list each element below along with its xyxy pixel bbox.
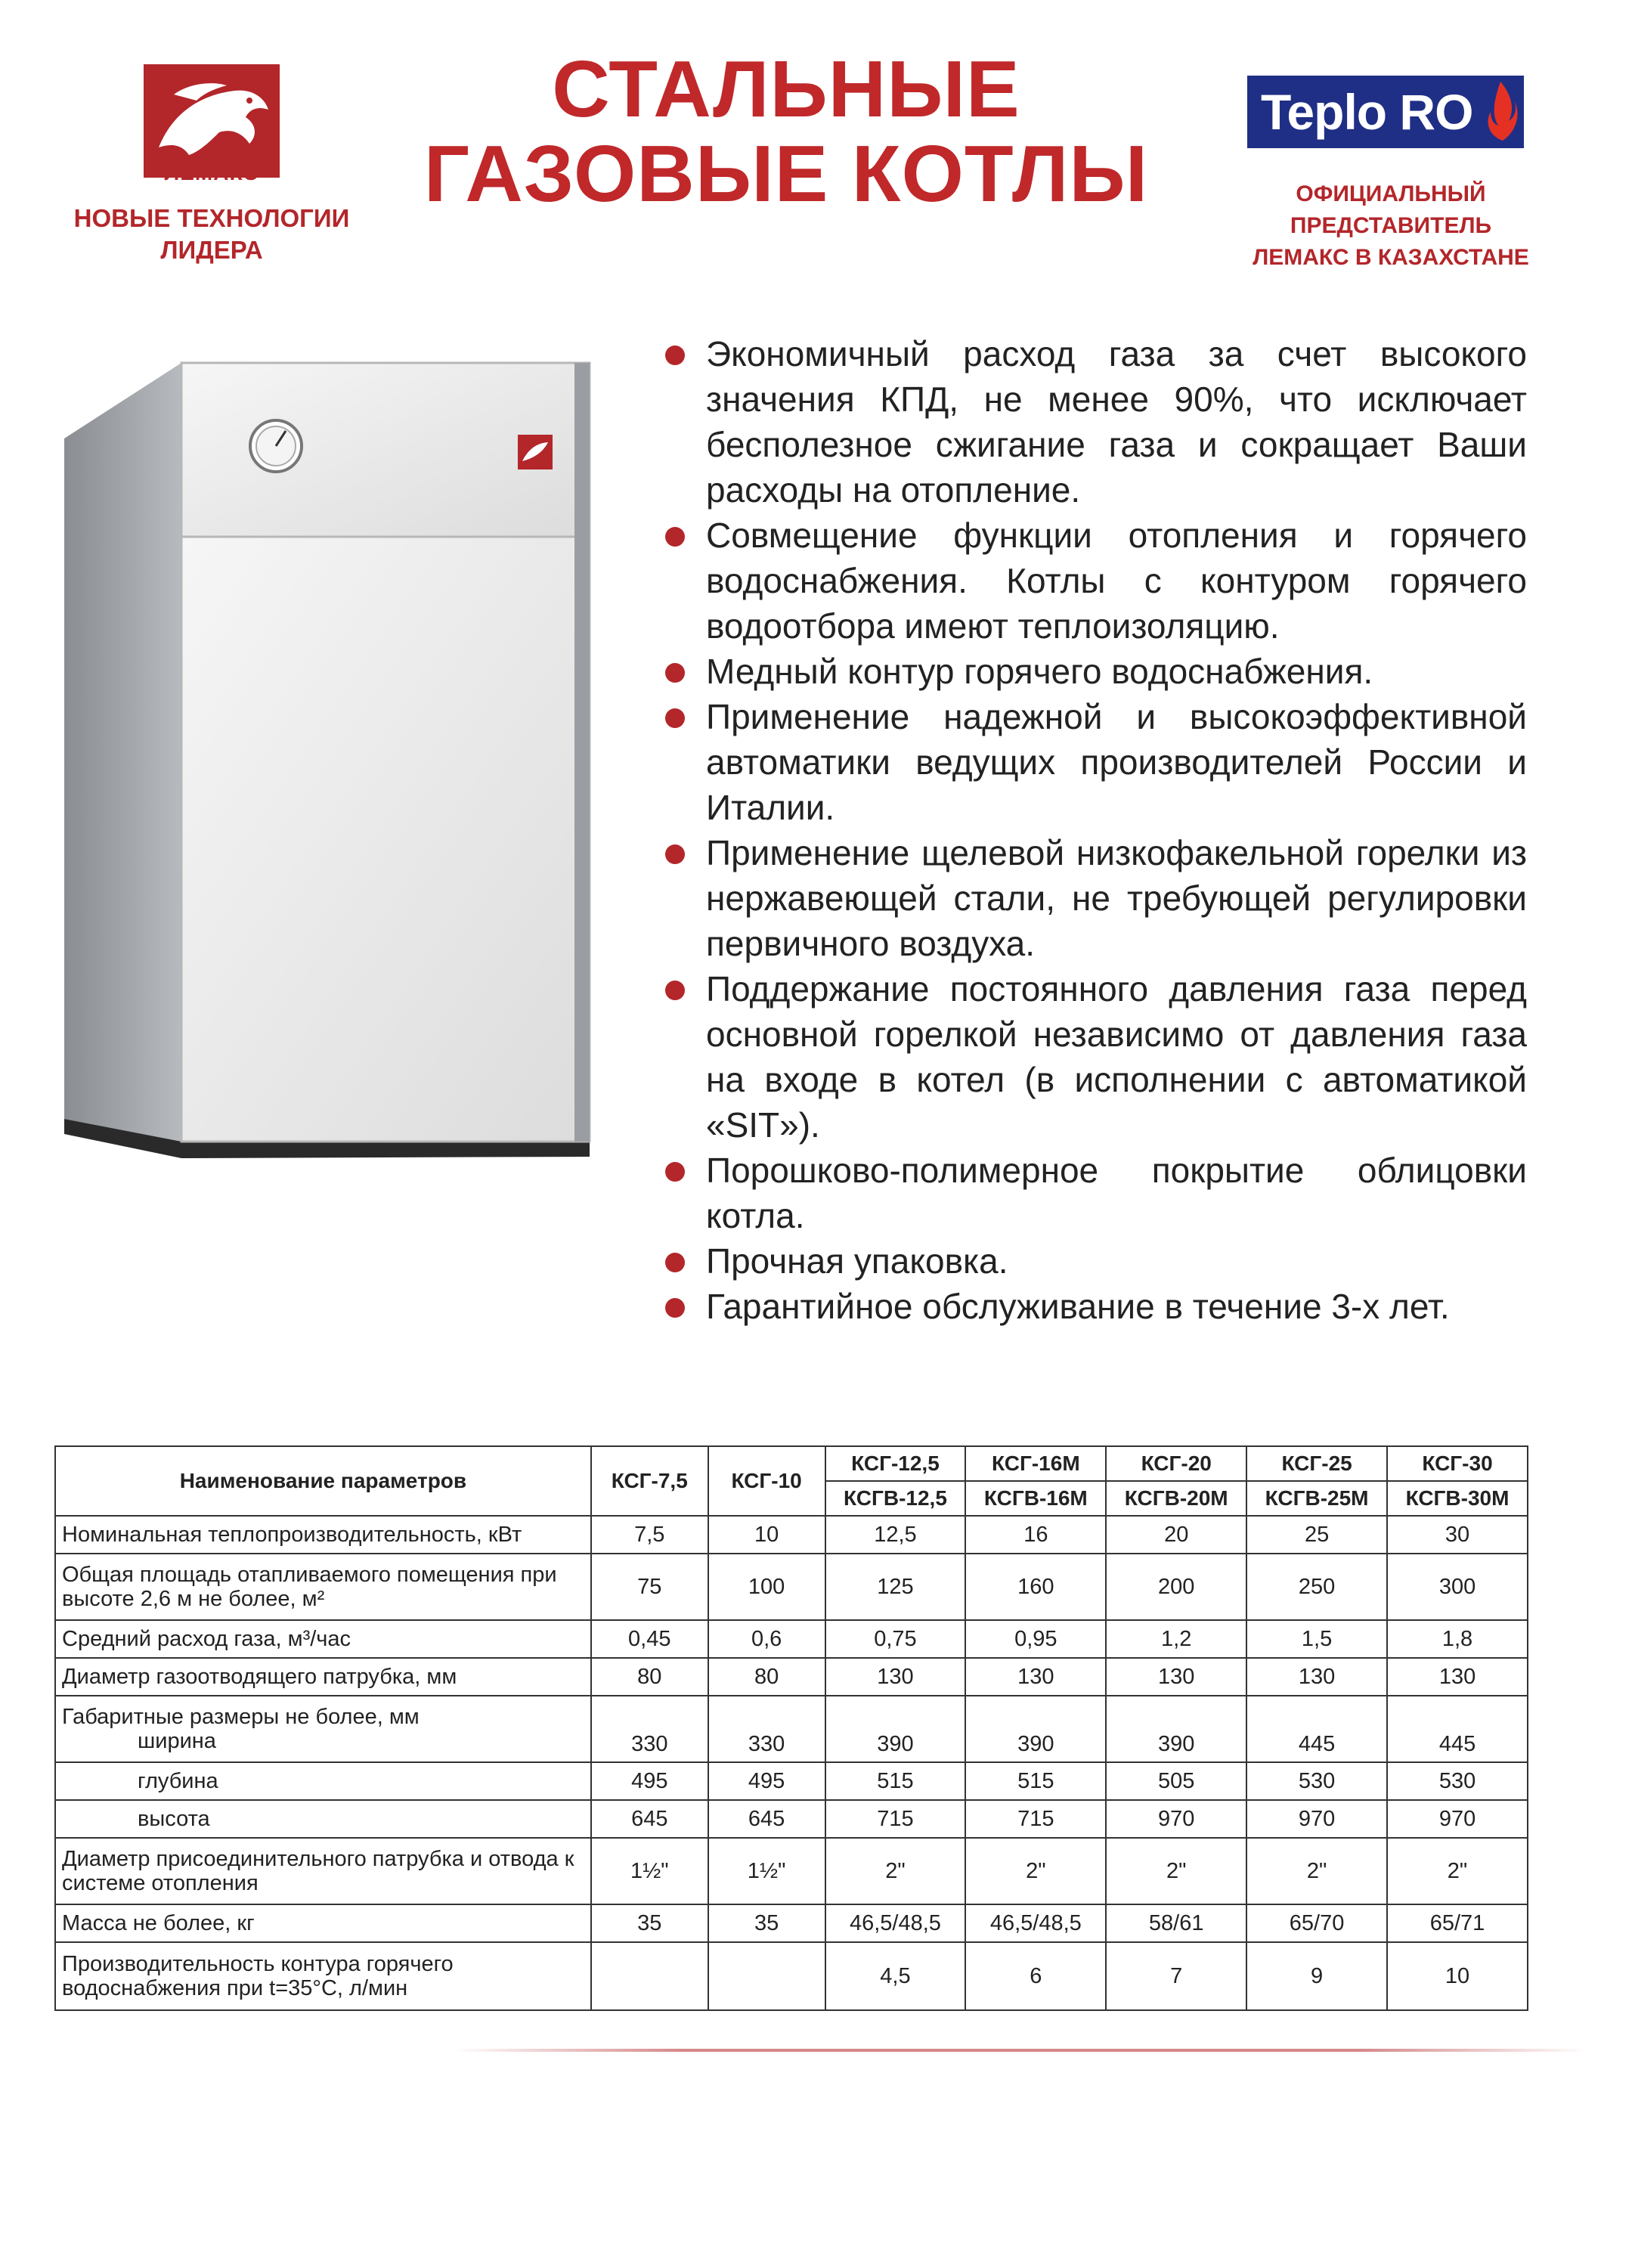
table-cell: 10 xyxy=(708,1516,825,1554)
table-cell: 645 xyxy=(708,1800,825,1838)
table-row xyxy=(55,1696,1528,1762)
model-header: КСГВ-12,5 xyxy=(825,1481,966,1516)
table-cell: 495 xyxy=(591,1762,708,1800)
table-cell: 495 xyxy=(708,1762,825,1800)
model-header: КСГВ-25М xyxy=(1246,1481,1387,1516)
boiler-image xyxy=(53,355,612,1187)
table-cell: 0,6 xyxy=(708,1620,825,1658)
official-representative-text xyxy=(1217,178,1565,274)
lemaks-brand-name: ЛЕМАКС xyxy=(164,161,259,184)
table-cell: 970 xyxy=(1387,1800,1528,1838)
table-cell: 46,5/48,5 xyxy=(965,1904,1106,1942)
bullet-icon xyxy=(665,708,685,728)
table-cell: 1,5 xyxy=(1246,1620,1387,1658)
param-label: Диаметр газоотводящего патрубка, мм xyxy=(55,1658,591,1696)
table-cell: 130 xyxy=(1106,1658,1246,1696)
param-label xyxy=(55,1762,591,1800)
features-list xyxy=(658,331,1527,1329)
table-cell: 390 xyxy=(1106,1696,1246,1762)
param-label: Диаметр присоединительного патрубка и отвода к системе отопления xyxy=(55,1838,591,1904)
param-label: Масса не более, кг xyxy=(55,1904,591,1942)
table-cell: 75 xyxy=(591,1554,708,1620)
table-cell: 1,2 xyxy=(1106,1620,1246,1658)
model-header: КСГ-12,5 xyxy=(825,1446,966,1481)
model-header: КСГ-7,5 xyxy=(591,1446,708,1516)
table-cell: 46,5/48,5 xyxy=(825,1904,966,1942)
table-cell: 300 xyxy=(1387,1554,1528,1620)
table-cell: 645 xyxy=(591,1800,708,1838)
model-header: КСГ-25 xyxy=(1246,1446,1387,1481)
table-cell: 0,75 xyxy=(825,1620,966,1658)
param-header: Наименование параметров xyxy=(55,1446,591,1516)
table-cell: 6 xyxy=(965,1942,1106,2010)
bullet-icon xyxy=(665,1162,685,1182)
table-cell: 35 xyxy=(591,1904,708,1942)
bullet-icon xyxy=(665,1298,685,1318)
list-item: Совмещение функции отопления и горячего водоснабжения. Котлы с контуром горячего водоотбора имеют теплоизоляцию. xyxy=(658,513,1527,649)
bullet-icon xyxy=(665,527,685,547)
table-cell: 58/61 xyxy=(1106,1904,1246,1942)
table-cell: 12,5 xyxy=(825,1516,966,1554)
table-cell: 1½" xyxy=(591,1838,708,1904)
table-cell: 7,5 xyxy=(591,1516,708,1554)
list-item: Применение надежной и высокоэффективной автоматики ведущих производителей России и Италии. xyxy=(658,694,1527,830)
dimensions-label: Габаритные размеры не более, мм xyxy=(62,1705,420,1729)
table-cell: 100 xyxy=(708,1554,825,1620)
list-item: Поддержание постоянного давления газа перед основной горелкой независимо от давления газа на входе в котел (в исполнении с автоматикой «SIT»). xyxy=(658,966,1527,1148)
list-item: Применение щелевой низкофакельной горелки из нержавеющей стали, не требующей регулировки первичного воздуха. xyxy=(658,830,1527,966)
width-label: ширина xyxy=(138,1729,216,1753)
table-row xyxy=(55,1620,1528,1658)
table-cell: 25 xyxy=(1246,1516,1387,1554)
param-label: Производительность контура горячего водоснабжения при t=35°С, л/мин xyxy=(55,1942,591,2010)
height-label: высота xyxy=(138,1807,210,1831)
table-cell: 30 xyxy=(1387,1516,1528,1554)
table-cell: 125 xyxy=(825,1554,966,1620)
table-cell: 390 xyxy=(825,1696,966,1762)
table-cell: 0,45 xyxy=(591,1620,708,1658)
model-header: КСГ-20 xyxy=(1106,1446,1246,1481)
table-cell: 330 xyxy=(708,1696,825,1762)
table-row xyxy=(55,1904,1528,1942)
table-cell xyxy=(591,1942,708,2010)
table-cell: 80 xyxy=(708,1658,825,1696)
page-title xyxy=(408,47,1164,216)
table-cell: 390 xyxy=(965,1696,1106,1762)
slogan-line-1: НОВЫЕ ТЕХНОЛОГИИ xyxy=(73,204,350,232)
table-cell: 970 xyxy=(1106,1800,1246,1838)
rep-line-3: ЛЕМАКС В КАЗАХСТАНЕ xyxy=(1253,245,1529,270)
table-row xyxy=(55,1658,1528,1696)
model-header: КСГ-10 xyxy=(708,1446,825,1516)
title-line-1: СТАЛЬНЫЕ xyxy=(552,45,1020,134)
list-item: Прочная упаковка. xyxy=(658,1238,1527,1284)
table-cell: 20 xyxy=(1106,1516,1246,1554)
param-label xyxy=(55,1696,591,1762)
table-cell: 515 xyxy=(825,1762,966,1800)
table-cell: 970 xyxy=(1246,1800,1387,1838)
bullet-icon xyxy=(665,981,685,1000)
table-cell: 200 xyxy=(1106,1554,1246,1620)
table-cell: 9 xyxy=(1246,1942,1387,2010)
table-row xyxy=(55,1516,1528,1554)
table-row xyxy=(55,1800,1528,1838)
table-cell xyxy=(708,1942,825,2010)
table-cell: 7 xyxy=(1106,1942,1246,2010)
table-cell: 1,8 xyxy=(1387,1620,1528,1658)
list-item: Порошково-полимерное покрытие облицовки котла. xyxy=(658,1148,1527,1238)
table-cell: 160 xyxy=(965,1554,1106,1620)
table-cell: 0,95 xyxy=(965,1620,1106,1658)
table-cell: 130 xyxy=(965,1658,1106,1696)
flame-icon xyxy=(1482,79,1519,144)
param-label: Средний расход газа, м³/час xyxy=(55,1620,591,1658)
table-cell: 2" xyxy=(825,1838,966,1904)
title-line-2: ГАЗОВЫЕ КОТЛЫ xyxy=(423,129,1149,218)
table-cell: 80 xyxy=(591,1658,708,1696)
table-cell: 330 xyxy=(591,1696,708,1762)
model-header: КСГВ-30М xyxy=(1387,1481,1528,1516)
table-row xyxy=(55,1554,1528,1620)
rep-line-1: ОФИЦИАЛЬНЫЙ xyxy=(1296,181,1486,206)
table-cell: 250 xyxy=(1246,1554,1387,1620)
bullet-icon xyxy=(665,345,685,365)
table-cell: 445 xyxy=(1387,1696,1528,1762)
table-cell: 35 xyxy=(708,1904,825,1942)
table-cell: 65/71 xyxy=(1387,1904,1528,1942)
table-cell: 530 xyxy=(1387,1762,1528,1800)
table-cell: 130 xyxy=(1246,1658,1387,1696)
model-header: КСГВ-16М xyxy=(965,1481,1106,1516)
table-cell: 65/70 xyxy=(1246,1904,1387,1942)
bullet-icon xyxy=(665,1253,685,1272)
table-cell: 2" xyxy=(965,1838,1106,1904)
table-cell: 16 xyxy=(965,1516,1106,1554)
teplo-ro-logo-text: Teplo RO xyxy=(1261,84,1473,140)
table-cell: 445 xyxy=(1246,1696,1387,1762)
bullet-icon xyxy=(665,844,685,864)
table-row xyxy=(55,1942,1528,2010)
model-header: КСГ-30 xyxy=(1387,1446,1528,1481)
table-cell: 2" xyxy=(1106,1838,1246,1904)
list-item: Гарантийное обслуживание в течение 3-х лет. xyxy=(658,1284,1527,1329)
table-cell: 505 xyxy=(1106,1762,1246,1800)
table-row xyxy=(55,1762,1528,1800)
table-cell: 1½" xyxy=(708,1838,825,1904)
list-item: Экономичный расход газа за счет высокого значения КПД, не менее 90%, что исключает бесполезное сжигание газа и сокращает Ваши расходы на отопление. xyxy=(658,331,1527,513)
table-cell: 2" xyxy=(1246,1838,1387,1904)
slogan-line-2: ЛИДЕРА xyxy=(160,236,263,264)
table-cell: 515 xyxy=(965,1762,1106,1800)
rep-line-2: ПРЕДСТАВИТЕЛЬ xyxy=(1290,213,1492,238)
list-item: Медный контур горячего водоснабжения. xyxy=(658,649,1527,694)
table-cell: 130 xyxy=(825,1658,966,1696)
specifications-table xyxy=(54,1445,1528,2011)
lemaks-slogan xyxy=(45,203,378,266)
table-cell: 715 xyxy=(965,1800,1106,1838)
model-header: КСГ-16М xyxy=(965,1446,1106,1481)
table-cell: 4,5 xyxy=(825,1942,966,2010)
bullet-icon xyxy=(665,663,685,683)
decorative-divider xyxy=(454,2049,1587,2052)
table-row xyxy=(55,1838,1528,1904)
table-cell: 2" xyxy=(1387,1838,1528,1904)
param-label: Номинальная теплопроизводительность, кВт xyxy=(55,1516,591,1554)
model-header: КСГВ-20М xyxy=(1106,1481,1246,1516)
table-cell: 715 xyxy=(825,1800,966,1838)
table-cell: 130 xyxy=(1387,1658,1528,1696)
depth-label: глубина xyxy=(138,1769,218,1793)
param-label: Общая площадь отапливаемого помещения при высоте 2,6 м не более, м² xyxy=(55,1554,591,1620)
table-cell: 10 xyxy=(1387,1942,1528,2010)
param-label xyxy=(55,1800,591,1838)
table-cell: 530 xyxy=(1246,1762,1387,1800)
